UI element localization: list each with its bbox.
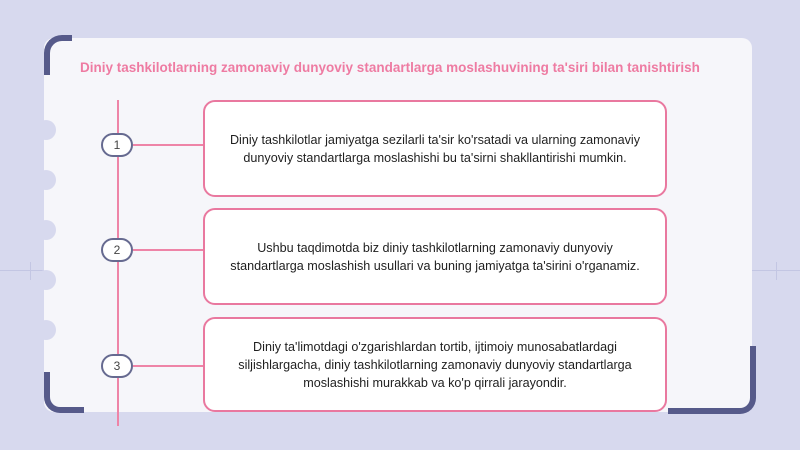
card-notch: [36, 120, 56, 140]
step-text-box: Diniy tashkilotlar jamiyatga sezilarli ta'sir ko'rsatadi va ularning zamonaviy dunyoviy standartlarga moslashishi bu ta'sirni shakllantirishi mumkin.: [203, 100, 667, 197]
corner-bracket-bottom-right: [668, 346, 756, 414]
timeline-connector: [133, 365, 203, 367]
card-notch: [36, 170, 56, 190]
slide-title: Diniy tashkilotlarning zamonaviy dunyoviy standartlarga moslashuvining ta'siri bilan tanishtirish: [80, 60, 700, 75]
background-tick-left: [30, 262, 31, 280]
timeline-connector: [133, 249, 203, 251]
corner-bracket-bottom-left: [44, 372, 84, 413]
card-notch: [36, 320, 56, 340]
step-number-badge: 2: [101, 238, 133, 262]
step-text-box: Ushbu taqdimotda biz diniy tashkilotlarning zamonaviy dunyoviy standartlarga moslashish usullari va buning jamiyatga ta'sirini o'rganamiz.: [203, 208, 667, 305]
background-tick-right: [776, 262, 777, 280]
step-number-badge: 3: [101, 354, 133, 378]
corner-bracket-top-left: [44, 35, 72, 75]
step-text-box: Diniy ta'limotdagi o'zgarishlardan tortib, ijtimoiy munosabatlardagi siljishlargacha, diniy tashkilotlarning zamonaviy dunyoviy standartlarga moslashishi murakkab va ko'p qirrali jarayondir.: [203, 317, 667, 412]
step-number-badge: 1: [101, 133, 133, 157]
card-notch: [36, 270, 56, 290]
card-notch: [36, 220, 56, 240]
timeline-connector: [133, 144, 203, 146]
